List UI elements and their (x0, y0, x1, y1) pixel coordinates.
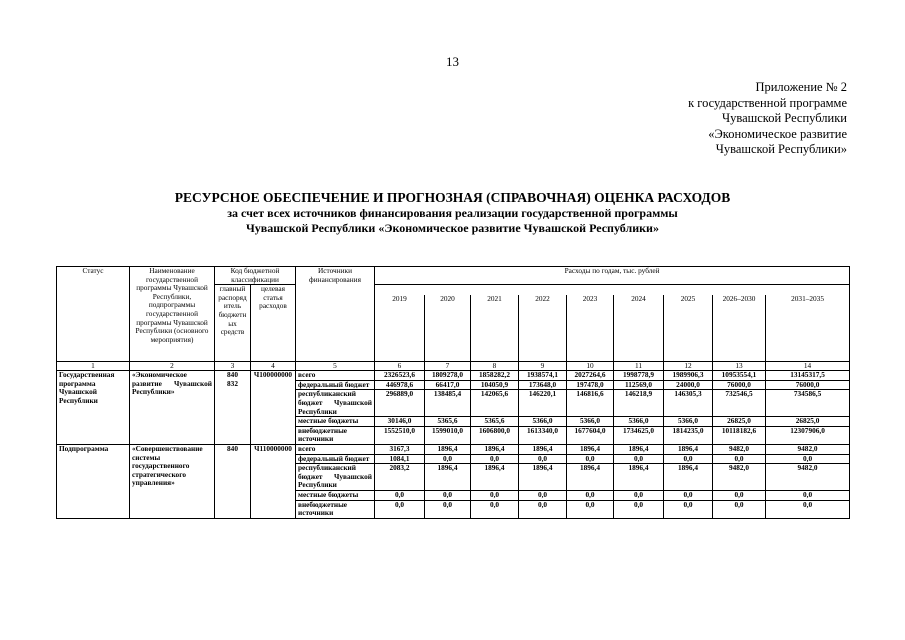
row-expense-value: 146218,9 (614, 390, 664, 417)
header-year: 2024 (614, 295, 664, 361)
row-expense-value: 1896,4 (471, 445, 519, 455)
row-expense-value: 1896,4 (567, 464, 614, 491)
page-number: 13 (446, 54, 459, 69)
row-expense-value: 1606800,0 (471, 426, 519, 444)
column-number: 2 (130, 361, 215, 371)
row-expense-value: 1858282,2 (471, 371, 519, 381)
row-expense-value: 0,0 (471, 491, 519, 501)
row-expense-value: 5365,6 (425, 417, 471, 427)
row-funding-source: республиканский бюджет Чувашской Республики (296, 390, 375, 417)
row-expense-value: 66417,0 (425, 380, 471, 390)
title-line-2: за счет всех источников финансирования реализации государственной программы (227, 206, 678, 220)
row-status: Государственная программа Чувашской Республики (57, 371, 130, 445)
row-expense-value: 0,0 (766, 491, 850, 501)
column-number: 9 (519, 361, 567, 371)
column-number: 8 (471, 361, 519, 371)
header-sources: Источники финансирования (296, 267, 375, 362)
row-expense-value: 296889,0 (375, 390, 425, 417)
row-expense-value: 1896,4 (425, 464, 471, 491)
row-funding-source: всего (296, 445, 375, 455)
row-expense-value: 0,0 (425, 500, 471, 518)
row-expense-value: 0,0 (713, 491, 766, 501)
header-year: 2026–2030 (713, 295, 766, 361)
row-expense-value: 9482,0 (766, 445, 850, 455)
row-expense-value: 1896,4 (567, 445, 614, 455)
row-expense-value: 9482,0 (713, 445, 766, 455)
row-expense-value: 0,0 (664, 491, 713, 501)
row-expense-value: 0,0 (614, 491, 664, 501)
row-expense-value: 76000,0 (713, 380, 766, 390)
row-expense-value: 142065,6 (471, 390, 519, 417)
row-expense-value: 24000,0 (664, 380, 713, 390)
row-expense-value: 0,0 (425, 454, 471, 464)
row-expense-value: 13145317,5 (766, 371, 850, 381)
row-funding-source: федеральный бюджет (296, 380, 375, 390)
column-number: 10 (567, 361, 614, 371)
column-number: 14 (766, 361, 850, 371)
header-budget-code: Код бюджетной классификации (215, 267, 296, 285)
row-expense-value: 0,0 (766, 500, 850, 518)
row-expense-value: 0,0 (375, 500, 425, 518)
row-expense-value: 10953554,1 (713, 371, 766, 381)
row-expense-value: 0,0 (614, 500, 664, 518)
column-number: 7 (425, 361, 471, 371)
row-expense-value: 0,0 (519, 454, 567, 464)
header-target-article: целевая статья расходов (251, 285, 296, 362)
appendix-line: Чувашской Республики» (715, 142, 847, 156)
row-expense-value: 446978,6 (375, 380, 425, 390)
header-name: Наименование государственной программы Чувашской Республики, подпрограммы государственной программы Чувашской Республики (основного мероприятия) (130, 267, 215, 362)
header-year: 2020 (425, 295, 471, 361)
row-expense-value: 146220,1 (519, 390, 567, 417)
row-expense-value: 30146,0 (375, 417, 425, 427)
row-expense-value: 1896,4 (471, 464, 519, 491)
title-main: РЕСУРСНОЕ ОБЕСПЕЧЕНИЕ И ПРОГНОЗНАЯ (СПРАВОЧНАЯ) ОЦЕНКА РАСХОДОВ (174, 190, 731, 205)
row-expense-value: 76000,0 (766, 380, 850, 390)
column-number: 5 (296, 361, 375, 371)
row-main-manager-code: 840 832 (215, 371, 251, 445)
row-funding-source: федеральный бюджет (296, 454, 375, 464)
row-expense-value: 26825,0 (713, 417, 766, 427)
row-expense-value: 0,0 (766, 454, 850, 464)
title-line-3: Чувашской Республики «Экономическое развитие Чувашской Республики» (246, 221, 659, 235)
header-year: 2025 (664, 295, 713, 361)
row-expense-value: 1896,4 (614, 464, 664, 491)
row-program-name: «Экономическое развитие Чувашской Республики» (130, 371, 215, 445)
row-expense-value: 0,0 (567, 454, 614, 464)
row-expense-value: 2027264,6 (567, 371, 614, 381)
header-year: 2023 (567, 295, 614, 361)
row-expense-value: 3167,3 (375, 445, 425, 455)
appendix-line: к государственной программе (688, 95, 847, 110)
header-year: 2022 (519, 295, 567, 361)
row-expense-value: 0,0 (425, 491, 471, 501)
column-number: 13 (713, 361, 766, 371)
row-expense-value: 5365,6 (471, 417, 519, 427)
row-expense-value: 1084,1 (375, 454, 425, 464)
header-year: 2019 (375, 295, 425, 361)
header-year: 2021 (471, 295, 519, 361)
row-expense-value: 197478,0 (567, 380, 614, 390)
row-program-name: «Совершенствование системы государственного стратегического управления» (130, 445, 215, 519)
row-expense-value: 5366,0 (567, 417, 614, 427)
row-expense-value: 9482,0 (766, 464, 850, 491)
row-expense-value: 10118182,6 (713, 426, 766, 444)
row-expense-value: 2326523,6 (375, 371, 425, 381)
row-expense-value: 5366,0 (614, 417, 664, 427)
row-funding-source: республиканский бюджет Чувашской Республики (296, 464, 375, 491)
row-expense-value: 104050,9 (471, 380, 519, 390)
row-expense-value: 1896,4 (664, 445, 713, 455)
row-expense-value: 1998778,9 (614, 371, 664, 381)
row-expense-value: 0,0 (519, 500, 567, 518)
row-funding-source: внебюджетные источники (296, 500, 375, 518)
row-funding-source: местные бюджеты (296, 417, 375, 427)
row-expense-value: 138485,4 (425, 390, 471, 417)
header-row-1 (57, 267, 850, 285)
row-expense-value: 1809278,0 (425, 371, 471, 381)
row-expense-value: 26825,0 (766, 417, 850, 427)
header-status: Статус (57, 267, 130, 362)
row-expense-value: 732546,5 (713, 390, 766, 417)
row-expense-value: 1896,4 (519, 464, 567, 491)
row-expense-value: 146305,3 (664, 390, 713, 417)
row-expense-value: 0,0 (664, 500, 713, 518)
row-expense-value: 1896,4 (614, 445, 664, 455)
row-expense-value: 1896,4 (425, 445, 471, 455)
row-expense-value: 1734625,0 (614, 426, 664, 444)
row-target-article-code: Ч100000000 (251, 371, 296, 445)
row-expense-value: 0,0 (567, 491, 614, 501)
row-expense-value: 0,0 (471, 454, 519, 464)
column-number: 6 (375, 361, 425, 371)
table-row (57, 445, 850, 455)
row-expense-value: 112569,0 (614, 380, 664, 390)
row-expense-value: 0,0 (614, 454, 664, 464)
row-expense-value: 146816,6 (567, 390, 614, 417)
row-expense-value: 0,0 (375, 491, 425, 501)
row-expense-value: 0,0 (664, 454, 713, 464)
row-main-manager-code: 840 (215, 445, 251, 519)
row-expense-value: 1613340,0 (519, 426, 567, 444)
header-expenses: Расходы по годам, тыс. рублей (375, 267, 850, 285)
row-funding-source: местные бюджеты (296, 491, 375, 501)
row-expense-value: 1814235,0 (664, 426, 713, 444)
row-expense-value: 1938574,1 (519, 371, 567, 381)
row-expense-value: 0,0 (471, 500, 519, 518)
header-year: 2031–2035 (766, 295, 850, 361)
row-expense-value: 1989906,3 (664, 371, 713, 381)
resource-table (56, 266, 850, 519)
row-expense-value: 1552510,0 (375, 426, 425, 444)
resource-table-container (56, 266, 850, 519)
column-number-row (57, 361, 850, 371)
document-title (0, 190, 905, 236)
row-expense-value: 1677604,0 (567, 426, 614, 444)
row-expense-value: 5366,0 (519, 417, 567, 427)
row-expense-value: 1599010,0 (425, 426, 471, 444)
row-expense-value: 173648,0 (519, 380, 567, 390)
row-expense-value: 0,0 (519, 491, 567, 501)
row-expense-value: 734586,5 (766, 390, 850, 417)
row-funding-source: всего (296, 371, 375, 381)
row-expense-value: 0,0 (713, 454, 766, 464)
row-expense-value: 1896,4 (519, 445, 567, 455)
row-expense-value: 0,0 (713, 500, 766, 518)
appendix-line: Чувашской Республики (721, 111, 847, 125)
column-number: 12 (664, 361, 713, 371)
row-expense-value: 2083,2 (375, 464, 425, 491)
row-expense-value: 0,0 (567, 500, 614, 518)
header-years-spacer (375, 285, 850, 296)
appendix-line: «Экономическое развитие (708, 126, 847, 141)
appendix-note (688, 80, 847, 158)
column-number: 4 (251, 361, 296, 371)
row-funding-source: внебюджетные источники (296, 426, 375, 444)
row-expense-value: 12307906,0 (766, 426, 850, 444)
row-expense-value: 5366,0 (664, 417, 713, 427)
column-number: 11 (614, 361, 664, 371)
row-target-article-code: Ч110000000 (251, 445, 296, 519)
appendix-line: Приложение № 2 (755, 80, 847, 94)
header-main-manager: главный распорядитель бюджетных средств (215, 285, 251, 362)
column-number: 3 (215, 361, 251, 371)
row-expense-value: 9482,0 (713, 464, 766, 491)
table-row (57, 371, 850, 381)
row-status: Подпрограмма (57, 445, 130, 519)
column-number: 1 (57, 361, 130, 371)
row-expense-value: 1896,4 (664, 464, 713, 491)
